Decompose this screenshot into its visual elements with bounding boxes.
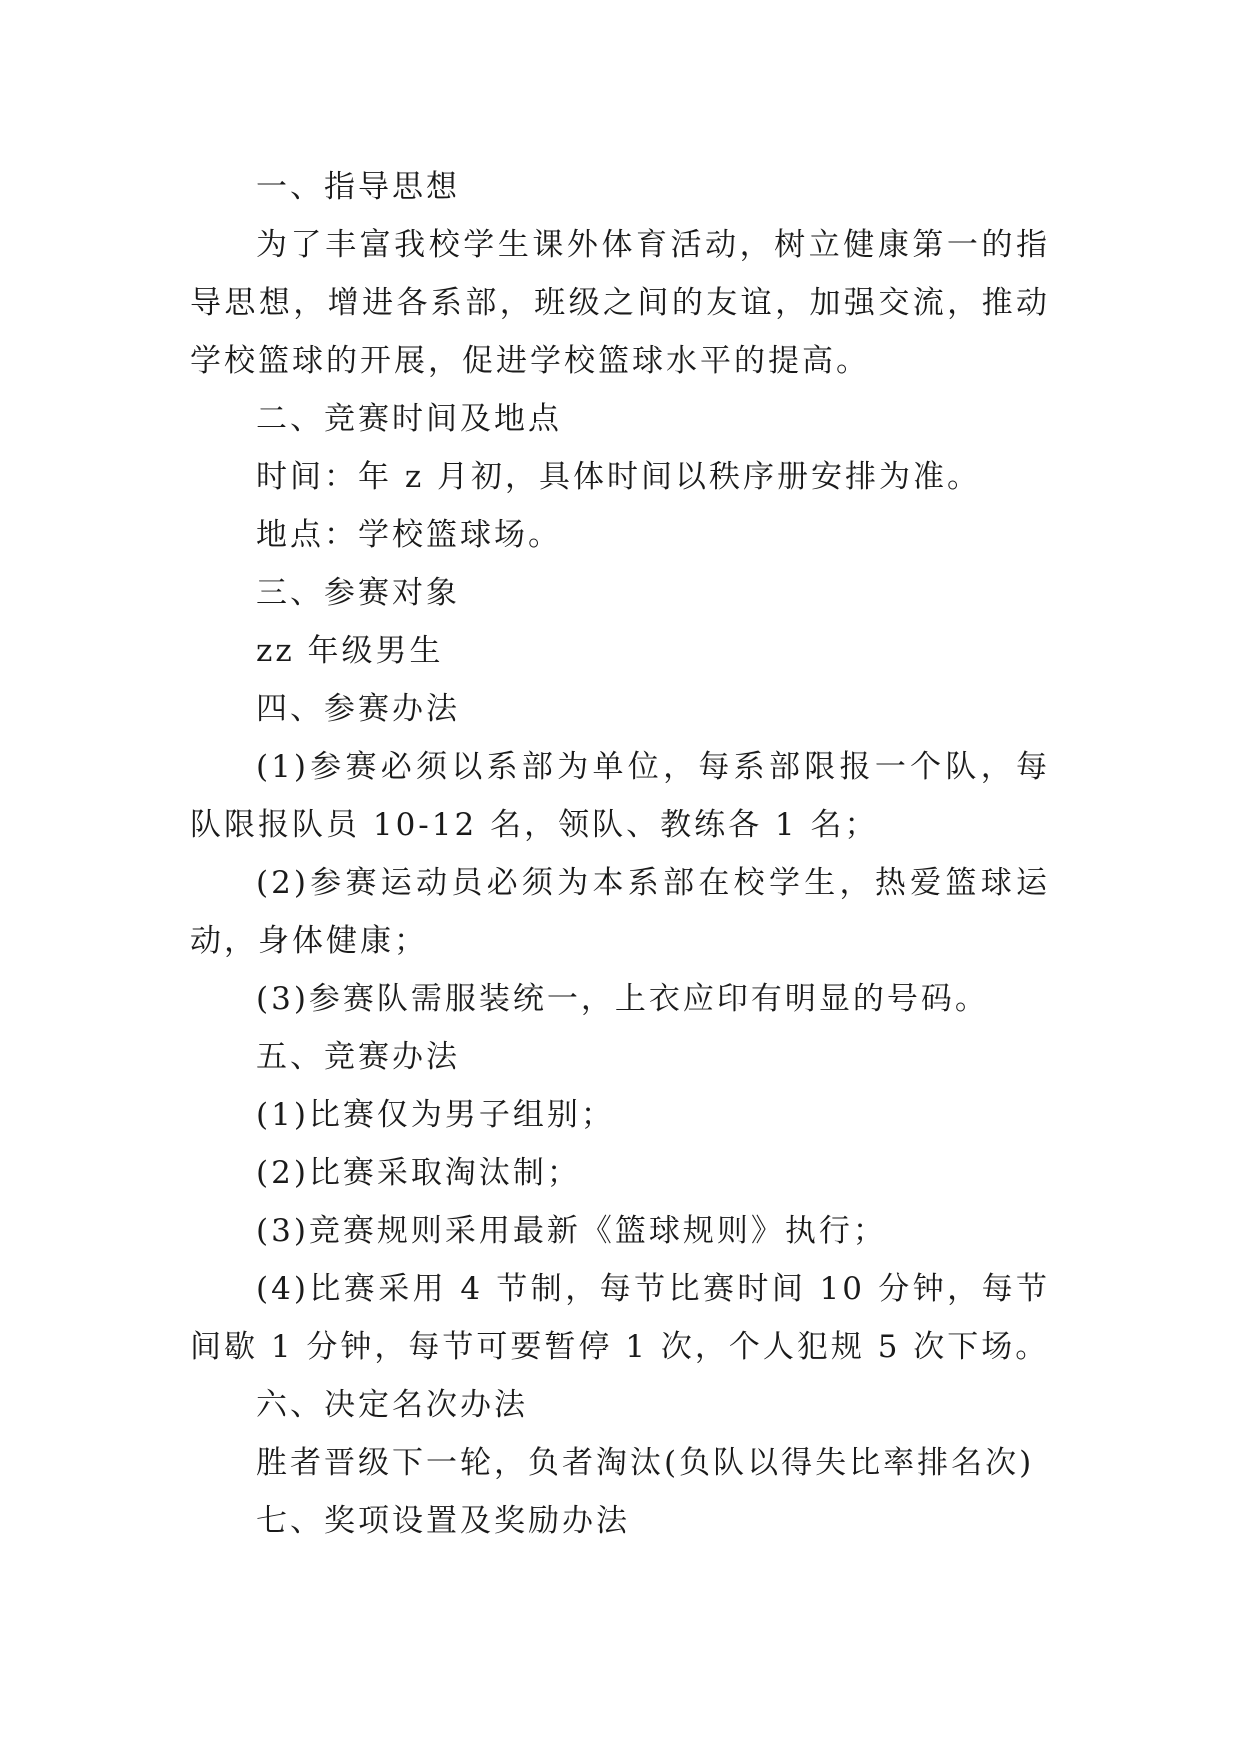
- competition-rule-4: (4)比赛采用 4 节制，每节比赛时间 10 分钟，每节间歇 1 分钟，每节可要暂停 1 次，个人犯规 5 次下场。: [190, 1271, 1050, 1365]
- competition-rule-1: (1)比赛仅为男子组别；: [256, 1097, 615, 1133]
- section-heading-awards: 七、奖项设置及奖励办法: [256, 1503, 630, 1539]
- entry-rule-3: (3)参赛队需服装统一，上衣应印有明显的号码。: [256, 981, 989, 1017]
- paragraph-ranking: 胜者晋级下一轮，负者淘汰(负队以得失比率排名次): [256, 1445, 1035, 1481]
- paragraph-time: 时间：年 z 月初，具体时间以秩序册安排为准。: [256, 459, 982, 495]
- paragraph-guiding-idea: 为了丰富我校学生课外体育活动，树立健康第一的指导思想，增进各系部，班级之间的友谊，加强交流，推动学校篮球的开展，促进学校篮球水平的提高。: [190, 227, 1050, 379]
- document-body: [190, 158, 1050, 1550]
- entry-rule-1: (1)参赛必须以系部为单位，每系部限报一个队，每队限报队员 10-12 名，领队、教练各 1 名；: [190, 749, 1050, 843]
- section-heading-ranking: 六、决定名次办法: [256, 1387, 528, 1423]
- section-heading-entry-rules: 四、参赛办法: [256, 691, 460, 727]
- section-heading-time-place: 二、竞赛时间及地点: [256, 401, 562, 437]
- section-heading-participants: 三、参赛对象: [256, 575, 460, 611]
- section-heading-guiding-idea: 一、指导思想: [256, 169, 460, 205]
- section-heading-competition-rules: 五、竞赛办法: [256, 1039, 460, 1075]
- competition-rule-3: (3)竞赛规则采用最新《篮球规则》执行；: [256, 1213, 887, 1249]
- entry-rule-2: (2)参赛运动员必须为本系部在校学生，热爱篮球运动，身体健康；: [190, 865, 1050, 959]
- paragraph-place: 地点：学校篮球场。: [256, 517, 562, 553]
- competition-rule-2: (2)比赛采取淘汰制；: [256, 1155, 581, 1191]
- paragraph-participants: zz 年级男生: [256, 633, 444, 669]
